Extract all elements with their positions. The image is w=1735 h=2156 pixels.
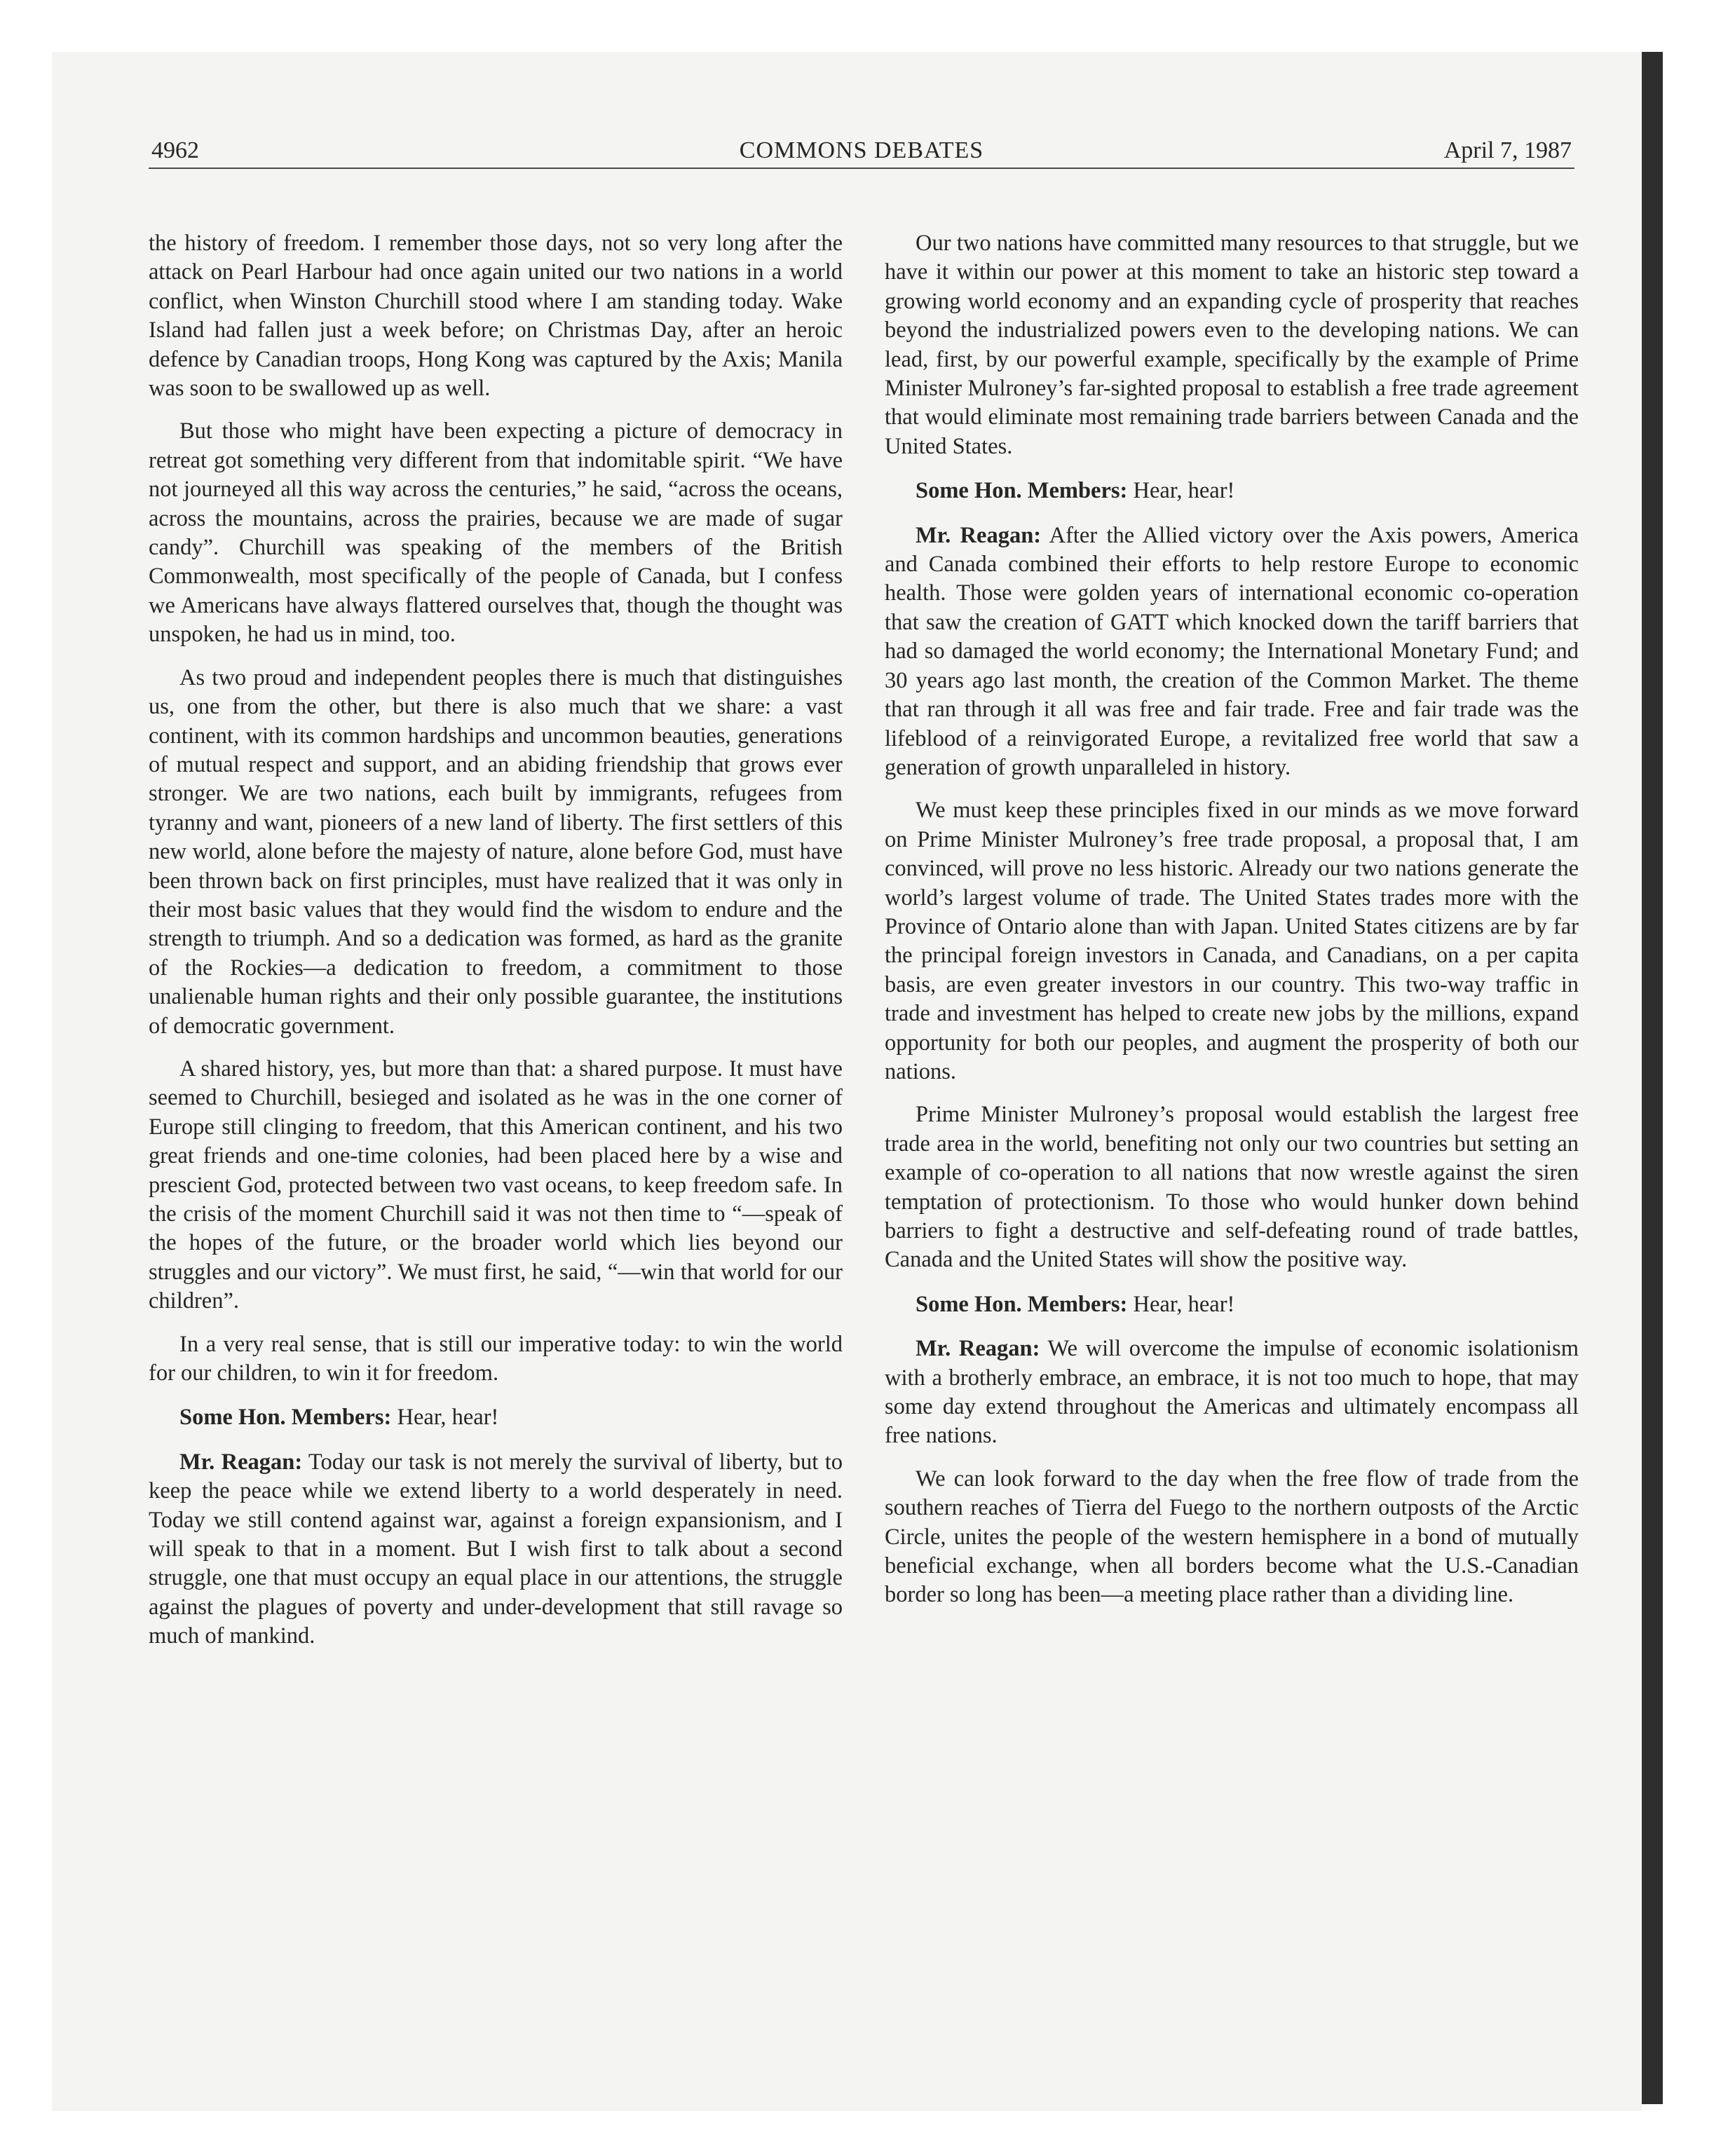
left-column — [149, 229, 843, 1665]
paragraph: We can look forward to the day when the free flow of trade from the southern reaches of Tierra del Fuego to the northern outposts of the Arctic Circle, unites the people of the western hemisphere in a bond of mutually beneficial exchange, when all borders become what the U.S.-Canadian border so long has been—a meeting place rather than a dividing line. — [885, 1466, 1579, 1608]
right-column — [885, 229, 1579, 1624]
speech — [885, 521, 1579, 783]
interjection — [885, 1290, 1579, 1319]
speaker-name: Mr. Reagan: — [916, 1336, 1040, 1362]
speaker-name: Mr. Reagan: — [179, 1449, 303, 1475]
speech-text: After the Allied victory over the Axis powers, America and Canada combined their efforts to help restore Europe to economic health. Those were golden years of international economic co-operation that saw the creation of GATT which knocked down the tariff barriers that had so damaged the world economy; the International Monetary Fund; and 30 years ago last month, the creation of the Common Market. The theme that ran through it all was free and fair trade. Free and fair trade was the lifeblood of a reinvigorated Europe, a revitalized free world that saw a generation of growth unparalleled in history. — [885, 522, 1579, 780]
speech-text: Today our task is not merely the survival of liberty, but to keep the peace while we extend liberty to a world desperately in need. Today we still contend against war, against a foreign expansionism, and I will speak to that in a moment. But I wish first to talk about a second struggle, one that must occupy an equal place in our attentions, the struggle against the plagues of poverty and under-development that still ravage so much of mankind. — [149, 1449, 843, 1649]
speaker-name: Some Hon. Members: — [916, 1291, 1128, 1317]
speech-text: Hear, hear! — [1127, 1291, 1235, 1317]
scan-edge-bar — [1642, 52, 1663, 2104]
speech-text: Hear, hear! — [391, 1405, 499, 1431]
header-rule — [149, 168, 1574, 169]
speech-text: We will overcome the impulse of economic isolationism with a brotherly embrace, an embrace, it is not too much to hope, that may some day extend throughout the Americas and ultimately encompass all free nations. — [885, 1336, 1579, 1449]
speaker-name: Some Hon. Members: — [179, 1405, 392, 1431]
interjection — [885, 477, 1579, 505]
paragraph: As two proud and independent peoples there is much that distinguishes us, one from the other, but there is also much that we share: a vast continent, with its common hardships and uncommon beauties, generations of mutual respect and support, and an abiding friendship that grows ever stronger. We are two nations, each built by immigrants, refugees from tyranny and want, pioneers of a new land of liberty. The first settlers of this new world, alone before the majesty of nature, alone before God, must have been thrown back on first principles, must have realized that it was only in their most basic values that they would find the wisdom to endure and the strength to triumph. And so a dedication was formed, as hard as the granite of the Rockies—a dedication to freedom, a commitment to those unalienable human rights and their only possible guarantee, the institutions of democratic government. — [149, 664, 843, 1039]
paragraph: the history of freedom. I remember those days, not so very long after the attack on Pearl Harbour had once again united our two nations in a world conflict, when Winston Churchill stood where I am standing today. Wake Island had fallen just a week before; on Christmas Day, after an heroic defence by Canadian troops, Hong Kong was captured by the Axis; Manila was soon to be swallowed up as well. — [149, 231, 843, 402]
publication-title: COMMONS DEBATES — [739, 137, 984, 163]
interjection — [149, 1403, 843, 1432]
page-header — [149, 133, 1574, 168]
paragraph: We must keep these principles fixed in our minds as we move forward on Prime Minister Mulroney’s free trade proposal, a proposal that, I am convinced, will prove no less historic. Already our two nations generate the world’s largest volume of trade. The United States trades more with the Province of Ontario alone than with Japan. United States citizens are by far the principal foreign investors in Canada, and Canadians, on a per capita basis, are even greater investors in our country. This two-way traffic in trade and investment has helped to create new jobs by the millions, expand opportunity for both our peoples, and augment the prosperity of both our nations. — [885, 798, 1579, 1084]
paragraph: In a very real sense, that is still our imperative today: to win the world for our children, to win it for freedom. — [149, 1331, 843, 1386]
speech-text: Hear, hear! — [1127, 478, 1235, 504]
speech — [149, 1448, 843, 1651]
paragraph: Our two nations have committed many resources to that struggle, but we have it within our power at this moment to take an historic step toward a growing world economy and an expanding cycle of prosperity that reaches beyond the industrialized powers even to the developing nations. We can lead, first, by our powerful example, specifically by the example of Prime Minister Mulroney’s far-sighted proposal to establish a free trade agreement that would eliminate most remaining trade barriers between Canada and the United States. — [885, 231, 1579, 459]
paragraph: Prime Minister Mulroney’s proposal would establish the largest free trade area in the world, benefiting not only our two countries but setting an example of co-operation to all nations that now wrestle against the siren temptation of protectionism. To those who would hunker down behind barriers to fight a destructive and self-defeating round of trade battles, Canada and the United States will show the positive way. — [885, 1102, 1579, 1273]
speaker-name: Some Hon. Members: — [916, 478, 1128, 504]
paragraph: But those who might have been expecting a picture of democracy in retreat got something very different from that indomitable spirit. “We have not journeyed all this way across the centuries,” he said, “across the oceans, across the mountains, across the prairies, because we are made of sugar candy”. Churchill was speaking of the members of the British Commonwealth, most specifically of the people of Canada, but I confess we Americans have always flattered ourselves that, though the thought was unspoken, he had us in mind, too. — [149, 418, 843, 648]
publication-date: April 7, 1987 — [1443, 137, 1572, 163]
paragraph: A shared history, yes, but more than that: a shared purpose. It must have seemed to Churchill, besieged and isolated as he was in the one corner of Europe still clinging to freedom, that this American continent, and his two great friends and one-time colonies, had been placed here by a wise and prescient God, protected between two vast oceans, to keep freedom safe. In the crisis of the moment Churchill said it was not then time to “—speak of the hopes of the future, or the broader world which lies beyond our struggles and our victory”. We must first, he said, “—win that world for our children”. — [149, 1056, 843, 1314]
page-number: 4962 — [151, 137, 199, 163]
speaker-name: Mr. Reagan: — [916, 522, 1042, 548]
speech — [885, 1335, 1579, 1451]
